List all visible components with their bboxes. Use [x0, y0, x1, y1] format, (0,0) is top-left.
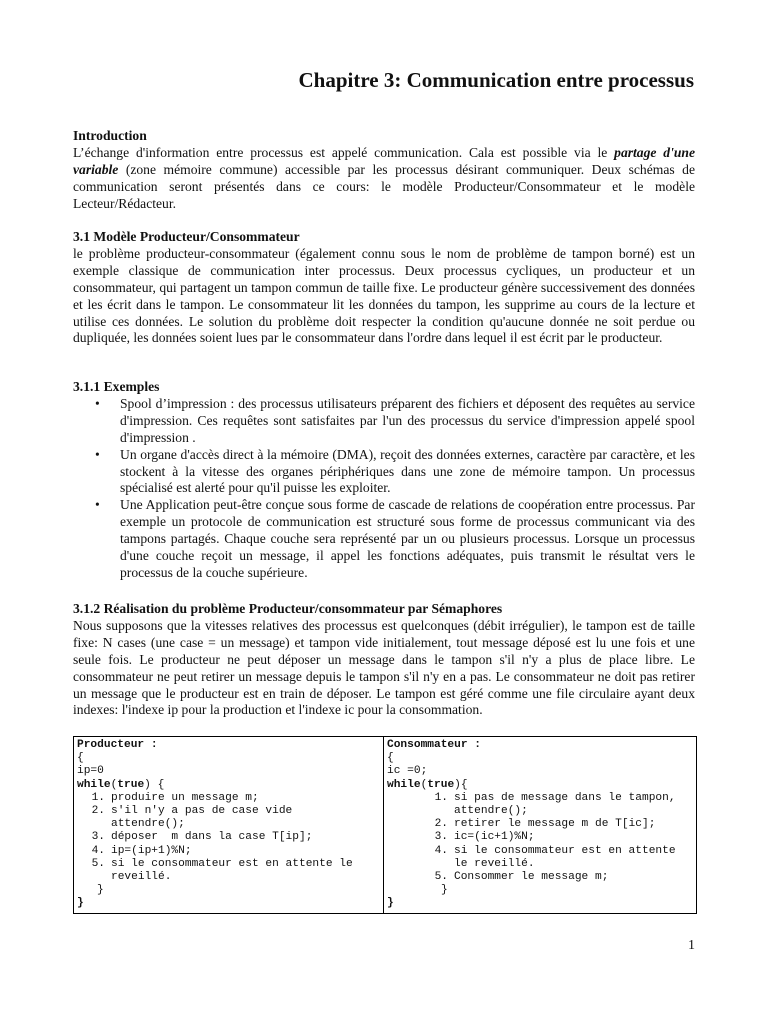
keyword-true: true — [117, 778, 145, 791]
step-item — [77, 831, 380, 844]
section-3-1-2 — [73, 601, 695, 719]
section-3-1-2-heading: 3.1.2 Réalisation du problème Producteur/consommateur par Sémaphores — [73, 601, 503, 616]
step-number: 4. — [91, 844, 105, 857]
step-item — [77, 805, 380, 831]
loop-end: ) { — [144, 778, 165, 791]
consommateur-cell — [384, 737, 697, 914]
step-text: déposer m dans la case T[ip]; — [111, 831, 313, 844]
step-number: 5. — [91, 857, 105, 870]
step-text: s'il n'y a pas de case vide attendre(); — [111, 805, 293, 831]
producteur-cell — [74, 737, 384, 914]
keyword-while: while — [77, 778, 111, 791]
producteur-loop — [77, 779, 380, 792]
section-3-1 — [73, 229, 695, 347]
code-table — [73, 736, 697, 914]
intro-text-after: (zone mémoire commune) accessible par les processus désirant communiquer. Deux schémas de communication seront présentés dans ce cours: le modèle Producteur/Consommateur et le modèle Lecteur/Rédacteur. — [73, 161, 695, 211]
step-item — [420, 818, 693, 831]
intro-emphasis: partage d'une variable — [73, 144, 695, 177]
intro-paragraph — [73, 145, 695, 213]
example-text: Un organe d'accès direct à la mémoire (DMA), reçoit des données externes, caractère par caractère, et les stockent à la vitesse des organes périphériques dans une zone de mémoire tampon. Un processus spécialisé est alerté pour qu'il puisse les exploiter. — [120, 446, 695, 496]
consommateur-inner-close: } — [441, 884, 448, 897]
producteur-init: ip=0 — [77, 765, 104, 778]
page-number: 1 — [688, 938, 695, 953]
bullet-icon: • — [95, 497, 100, 513]
consommateur-open-brace: { — [387, 752, 394, 765]
producteur-inner-close: } — [97, 884, 104, 897]
example-text: Une Application peut-être conçue sous forme de cascade de relations de coopération entre processus. Par exemple un protocole de communication est structuré sous forme de processus communicant via des tampons partagés. Chaque couche sera représenté par un ou plusieurs processus. Lorsque un processus d'une couche reçoit un message, il appel les fonctions adéquates, puis transmit le résultat vers le processus de la couche supérieure. — [120, 497, 695, 580]
producteur-open-brace: { — [77, 752, 84, 765]
step-item — [420, 792, 693, 818]
keyword-true: true — [427, 778, 455, 791]
step-number: 1. — [434, 791, 448, 804]
consommateur-init: ic =0; — [387, 765, 428, 778]
keyword-while: while — [387, 778, 421, 791]
list-item — [73, 497, 695, 582]
step-number: 1. — [91, 791, 105, 804]
list-item — [73, 447, 695, 498]
examples-list — [73, 396, 695, 582]
step-item — [420, 845, 693, 871]
step-text: si pas de message dans le tampon, attendre(); — [454, 791, 676, 818]
section-3-1-paragraph: le problème producteur-consommateur (également connu sous le nom de problème de tampon borné) est un exemple classique de communication inter processus. Deux processus cycliques, un producteur et un consommateur, qui partagent un tampon commun de taille fixe. Le producteur génère successivement des données et les écrit dans le tampon. Le consommateur lit les données du tampon, les supprime au cours de la lecture et utilise ces données. Le solution du problème doit respecter la condition qu'aucune donnée ne soit perdue ou dupliquée, les données soient lues par le consommateur dans l'ordre dans lequel il est écrit par le producteur. — [73, 245, 695, 346]
bullet-icon: • — [95, 395, 100, 411]
paren-open: ( — [420, 778, 428, 791]
list-item — [73, 396, 695, 447]
step-number: 3. — [91, 831, 105, 844]
consommateur-loop — [387, 779, 693, 792]
step-text: Consommer le message m; — [454, 871, 609, 884]
intro-heading: Introduction — [73, 128, 147, 143]
producteur-header: Producteur : — [77, 739, 158, 751]
step-text: si le consommateur est en attente le reveillé. — [111, 857, 353, 884]
step-item — [77, 858, 380, 884]
chapter-title: Chapitre 3: Communication entre processus — [298, 68, 694, 92]
section-3-1-2-paragraph: Nous supposons que la vitesses relatives des processus est quelconques (débit irrégulier), le tampon est de taille fixe: N cases (une case = un message) et tampon vide initialement, tout message déposé est lu une fois et une seule fois. Le producteur ne peut déposer un message dans le tampon s'il n'y a plus de place libre. Le consommateur ne peut retirer un message depuis le tampon s'il n'y en a pas. Le consommateur ne doit pas retirer un message que le producteur est en train de déposer. Le tampon est géré comme une file circulaire ayant deux indexes: l'indexe ip pour la production et l'indexe ic pour la consommation. — [73, 617, 695, 718]
producteur-close-brace: } — [77, 897, 84, 910]
step-number: 5. — [434, 871, 448, 884]
section-3-1-heading: 3.1 Modèle Producteur/Consommateur — [73, 229, 300, 244]
example-text: Spool d’impression : des processus utilisateurs préparent des fichiers et déposent des requêtes au service d'impression. Ces requêtes sont satisfaites par l'un des processus du service d'impression appelé spool d'impression . — [120, 395, 695, 445]
step-text: retirer le message m de T[ic]; — [454, 818, 656, 831]
section-3-1-1 — [73, 379, 695, 582]
step-item — [77, 845, 380, 858]
step-number: 4. — [434, 844, 448, 857]
loop-end: ){ — [454, 778, 468, 791]
step-text: produire un message m; — [111, 791, 259, 804]
intro-section — [73, 128, 695, 213]
step-text: ic=(ic+1)%N; — [454, 831, 535, 844]
step-text: si le consommateur est en attente le reveillé. — [454, 844, 676, 870]
step-item — [420, 831, 693, 844]
step-number: 2. — [91, 805, 105, 818]
intro-text-before: L’échange d'information entre processus est appelé communication. Cala est possible via le — [73, 144, 615, 160]
consommateur-header: Consommateur : — [387, 739, 481, 751]
producteur-steps — [77, 792, 380, 884]
step-item — [77, 792, 380, 805]
bullet-icon: • — [95, 446, 100, 462]
step-text: ip=(ip+1)%N; — [111, 844, 192, 857]
paren-open: ( — [110, 778, 118, 791]
step-item — [420, 871, 693, 884]
step-number: 2. — [434, 818, 448, 831]
consommateur-steps — [387, 792, 693, 884]
step-number: 3. — [434, 831, 448, 844]
section-3-1-1-heading: 3.1.1 Exemples — [73, 379, 160, 394]
consommateur-close-brace: } — [387, 897, 394, 910]
